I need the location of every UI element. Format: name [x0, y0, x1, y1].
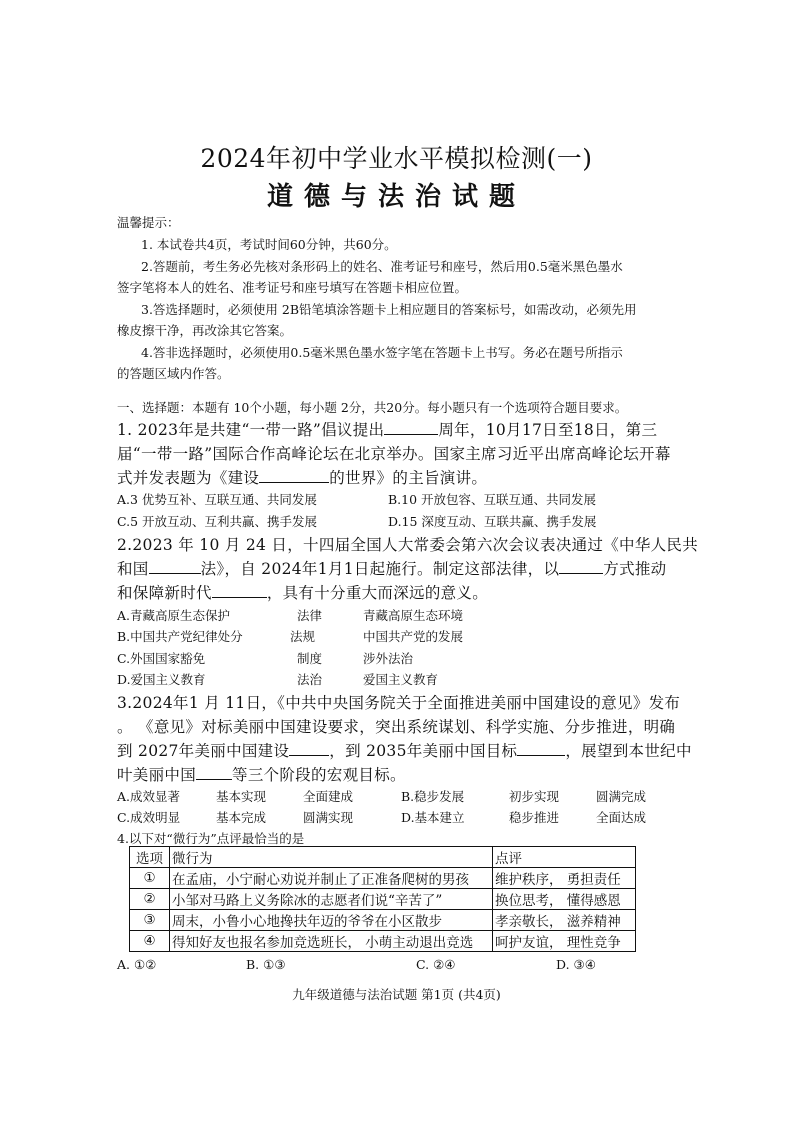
notice-line: 3.答选择题时，必须使用 2B铅笔填涂答题卡上相应题目的答案标号，如需改动，必须先用 [141, 302, 637, 317]
q4-option-d: D. ③④ [556, 957, 596, 972]
answer-blank [259, 468, 329, 483]
q4-table [129, 846, 636, 952]
q3-option-c-3: 圆满实现 [303, 810, 354, 825]
q4-option-c: C. ②④ [416, 957, 456, 972]
q4-option-a: A. ①② [117, 957, 157, 972]
q3-option-d-1: D.基本建立 [401, 810, 465, 825]
answer-blank [289, 741, 329, 756]
q3-line: 到 2027年美丽中国建设 ，到 2035年美丽中国目标 ，展望到本世纪中 [117, 742, 692, 760]
q2-option-b-3: 中国共产党的发展 [363, 629, 464, 644]
table-cell: 孝亲敬长， 滋养精神 [493, 910, 636, 931]
q2-option-d-3: 爱国主义教育 [363, 672, 439, 687]
table-cell: 维护秩序， 勇担责任 [493, 868, 636, 889]
table-header: 选项 [130, 847, 170, 868]
q3-option-b-3: 圆满完成 [596, 789, 647, 804]
q1-line: 式并发表题为《建设 的世界》的主旨演讲。 [117, 469, 488, 487]
subject-title: 道德与法治试题 [266, 182, 526, 212]
q2-option-b-1: B.中国共产党纪律处分 [117, 629, 243, 644]
table-row [130, 868, 636, 889]
exam-title: 2024年初中学业水平模拟检测(一) [200, 144, 593, 173]
table-header: 点评 [493, 847, 636, 868]
answer-blank [196, 765, 232, 780]
q2-option-c-2: 制度 [297, 651, 323, 666]
answer-blank [559, 559, 603, 574]
q3-line: 。 《意见》对标美丽中国建设要求，突出系统谋划、科学实施、分步推进，明确 [117, 718, 676, 736]
q4-option-b: B. ①③ [246, 957, 286, 972]
q2-option-a-2: 法律 [297, 608, 323, 623]
q3-option-b-1: B.稳步发展 [401, 789, 465, 804]
q2-option-d-1: D.爱国主义教育 [117, 672, 206, 687]
table-cell: 换位思考， 懂得感恩 [493, 889, 636, 910]
notice-label: 温馨提示： [117, 215, 180, 230]
q3-option-d-3: 全面达成 [596, 810, 647, 825]
page-footer: 九年级道德与法治试题 第1页 (共4页) [292, 987, 501, 1002]
table-cell: 小邹对马路上义务除冰的志愿者们说“辛苦了” [170, 889, 493, 910]
q3-option-a-2: 基本实现 [216, 789, 267, 804]
answer-blank [517, 741, 565, 756]
q2-line: 和保障新时代 ，具有十分重大而深远的意义。 [117, 584, 489, 602]
q3-option-d-2: 稳步推进 [509, 810, 560, 825]
notice-line: 橡皮擦干净，再改涂其它答案。 [117, 323, 293, 338]
q3-option-b-2: 初步实现 [509, 789, 560, 804]
q3-option-c-1: C.成效明显 [117, 810, 181, 825]
table-cell: ① [130, 868, 170, 889]
q3-option-a-1: A.成效显著 [117, 789, 181, 804]
table-cell: 得知好友也报名参加竞选班长， 小萌主动退出竞选 [170, 931, 493, 952]
q2-option-c-1: C.外国国家豁免 [117, 651, 206, 666]
q2-line: 2.2023 年 10 月 24 日，十四届全国人大常委会第六次会议表决通过《中华人民共 [117, 536, 699, 554]
notice-line: 的答题区域内作答。 [117, 366, 230, 381]
q3-option-c-2: 基本完成 [216, 810, 267, 825]
q3-option-a-3: 全面建成 [303, 789, 354, 804]
q2-option-c-3: 涉外法治 [363, 651, 414, 666]
q2-option-a-3: 青藏高原生态环境 [363, 608, 464, 623]
table-cell: ③ [130, 910, 170, 931]
q1-line: 届“一带一路”国际合作高峰论坛在北京举办。国家主席习近平出席高峰论坛开幕 [117, 445, 671, 463]
q4-stem: 4.以下对“微行为”点评最恰当的是 [117, 831, 305, 846]
q1-option-b: B.10 开放包容、互联互通、共同发展 [388, 492, 597, 507]
q1-option-d: D.15 深度互动、互联共赢、携手发展 [388, 514, 597, 529]
table-row [130, 910, 636, 931]
q2-option-d-2: 法治 [297, 672, 323, 687]
table-cell: ④ [130, 931, 170, 952]
answer-blank [384, 420, 438, 435]
table-header: 微行为 [170, 847, 493, 868]
q1-option-a: A.3 优势互补、互联互通、共同发展 [117, 492, 317, 507]
table-cell: 在孟庙，小宁耐心劝说并制止了正准备爬树的男孩 [170, 868, 493, 889]
notice-line: 4.答非选择题时，必须使用0.5毫米黑色墨水签字笔在答题卡上书写。务必在题号所指示 [141, 345, 623, 360]
table-row [130, 931, 636, 952]
q2-line: 和国 法》，自 2024年1月1日起施行。制定这部法律，以 方式推动 [117, 560, 667, 578]
table-header-row [130, 847, 636, 868]
q2-option-a-1: A.青藏高原生态保护 [117, 608, 231, 623]
answer-blank [212, 583, 267, 598]
notice-line: 2.答题前，考生务必先核对条形码上的姓名、准考证号和座号，然后用0.5毫米黑色墨水 [141, 259, 623, 274]
answer-blank [149, 559, 201, 574]
q3-line: 叶美丽中国 等三个阶段的宏观目标。 [117, 766, 406, 784]
table-cell: 呵护友谊， 理性竞争 [493, 931, 636, 952]
notice-line: 1. 本试卷共4页，考试时间60分钟，共60分。 [141, 237, 397, 252]
table-row [130, 889, 636, 910]
q2-option-b-2: 法规 [290, 629, 316, 644]
notice-line: 签字笔将本人的姓名、准考证号和座号填写在答题卡相应位置。 [117, 280, 468, 295]
q1-option-c: C.5 开放互动、互利共赢、携手发展 [117, 514, 318, 529]
table-cell: ② [130, 889, 170, 910]
table-cell: 周末，小鲁小心地搀扶年迈的爷爷在小区散步 [170, 910, 493, 931]
q3-line: 3.2024年1 月 11日，《中共中央国务院关于全面推进美丽中国建设的意见》发布 [117, 694, 681, 712]
q1-line: 1. 2023年是共建“一带一路”倡议提出 周年，10月17日至18日，第三 [117, 421, 658, 439]
section-heading: 一、选择题：本题有 10个小题，每小题 2分，共20分。每小题只有一个选项符合题目要求。 [117, 400, 628, 415]
